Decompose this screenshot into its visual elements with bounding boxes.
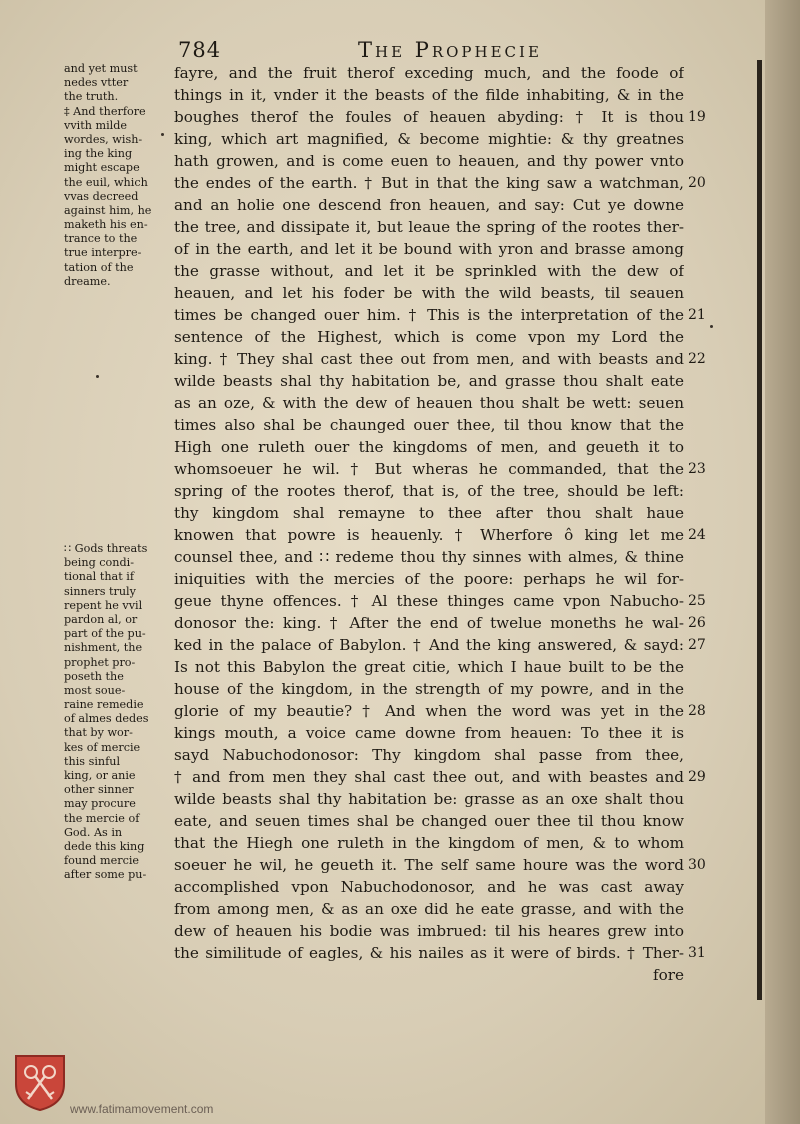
margin-note-line: vvith milde [64,118,128,132]
margin-note-line: sinners truly [64,584,136,598]
margin-note-line: this sinful [64,754,121,768]
verse-number: 29 [688,769,706,785]
text-line: soeuer he wil, he geueth it. The self same houre was the word [174,856,684,874]
margin-note-line: maketh his en- [64,218,148,232]
margin-note-line: pardon al, or [64,612,138,626]
margin-note-line: other sinner [64,783,134,797]
margin-note-line: against him, he [64,203,152,217]
text-line: and an holie one descend fron heauen, and say: Cut ye downe [174,196,684,214]
margin-note-line: of almes dedes [64,712,149,726]
margin-note-line: tional that if [64,570,134,584]
text-line: wilde beasts shal thy habitation be: grasse as an oxe shalt thou [174,790,684,808]
margin-note-1 [64,62,174,289]
text-line: of in the earth, and let it be bound with yron and brasse among [174,240,684,258]
running-title: The Prophecie [358,38,542,62]
text-line: kings mouth, a voice came downe from heauen: To thee it is [174,724,684,742]
verse-number: 28 [688,703,706,719]
ink-speck [96,375,99,378]
verse-number: 25 [688,593,706,609]
margin-note-line: ing the king [64,147,133,161]
margin-note-line: nishment, the [64,641,143,655]
text-line: the endes of the earth. † But in that the king saw a watchman, [174,174,684,192]
verse-number: 20 [688,175,706,191]
margin-note-line: true interpre- [64,246,142,260]
verse-number: 31 [688,945,706,961]
text-line: † and from men they shal cast thee out, and with beastes and [174,768,684,786]
margin-note-line: nedes vtter [64,76,129,90]
text-line: sentence of the Highest, which is come vpon my Lord the [174,328,684,346]
text-line: knowen that powre is heauenly. † Wherfore ô king let me [174,526,684,544]
text-line: ked in the palace of Babylon. † And the king answered, & sayd: [174,636,684,654]
margin-note-line: prophet pro- [64,655,136,669]
margin-note-line: that by wor- [64,726,133,740]
text-line: donosor the: king. † After the end of twelue moneths he wal- [174,614,684,632]
main-text-column [174,62,684,986]
text-line: from among men, & as an oxe did he eate grasse, and with the [174,900,684,918]
margin-note-line: most soue- [64,683,126,697]
margin-note-line: the truth. [64,90,119,104]
verse-number: 19 [688,109,706,125]
text-line: king. † They shal cast thee out from men, and with beasts and [174,350,684,368]
margin-note-line: might escape [64,161,140,175]
margin-note-line: ‡ And therfore [64,104,146,118]
text-line: house of the kingdom, in the strength of my powre, and in the [174,680,684,698]
margin-note-line: and yet must [64,62,138,75]
ink-speck [161,133,164,136]
text-line: thy kingdom shal remayne to thee after thou shalt haue [174,504,684,522]
text-line: hath growen, and is come euen to heauen, and thy power vnto [174,152,684,170]
footer-url[interactable]: www.fatimamovement.com [70,1102,214,1116]
text-line: as an oze, & with the dew of heauen thou shalt be wett: seuen [174,394,684,412]
text-line: counsel thee, and ∷ redeme thou thy sinnes with almes, & thine [174,548,684,566]
papal-keys-logo-icon [14,1054,66,1112]
margin-note-line: found mercie [64,854,140,868]
text-line: that the Hiegh one ruleth in the kingdom of men, & to whom [174,834,684,852]
text-line: iniquities with the mercies of the poore: perhaps he wil for- [174,570,684,588]
text-line: geue thyne offences. † Al these thinges came vpon Nabucho- [174,592,684,610]
text-line: sayd Nabuchodonosor: Thy kingdom shal passe from thee, [174,746,684,764]
verse-number: 30 [688,857,706,873]
margin-note-line: tation of the [64,260,134,274]
margin-note-line: after some pu- [64,868,147,882]
text-line: times be changed ouer him. † This is the interpretation of the [174,306,684,324]
verse-number: 27 [688,637,706,653]
margin-note-line: part of the pu- [64,627,146,641]
margin-note-line: dede this king [64,839,145,853]
text-line: Is not this Babylon the great citie, which I haue built to be the [174,658,684,676]
text-line: the grasse without, and let it be sprinkled with the dew of [174,262,684,280]
margin-note-2 [64,542,174,883]
text-line: whomsoeuer he wil. † But wheras he commanded, that the [174,460,684,478]
margin-note-line: wordes, wish- [64,132,143,146]
text-line: eate, and seuen times shal be changed ouer thee til thou know [174,812,684,830]
verse-number: 26 [688,615,706,631]
margin-note-line: dreame. [64,274,111,288]
text-line: the similitude of eagles, & his nailes as it were of birds. † Ther- [174,944,684,962]
text-line: fayre, and the fruit therof exceding much, and the foode of [174,64,684,82]
text-line: times also shal be chaunged ouer thee, til thou know that the [174,416,684,434]
page-number: 784 [178,38,222,62]
margin-note-line: God. As in [64,825,123,839]
text-line: boughes therof the foules of heauen abyding: † It is thou [174,108,684,126]
margin-note-line: being condi- [64,556,135,570]
margin-note-line: raine remedie [64,698,144,712]
verse-number: 24 [688,527,706,543]
margin-note-line: trance to the [64,232,138,246]
page-gutter-shadow [765,0,800,1124]
margin-note-line: may procure [64,797,136,811]
verse-number: 22 [688,351,706,367]
text-line: accomplished vpon Nabuchodonosor, and he was cast away [174,878,684,896]
margin-note-line: ∷ Gods threats [64,542,148,555]
margin-note-line: the euil, which [64,175,148,189]
text-line: king, which art magnified, & become mightie: & thy greatnes [174,130,684,148]
margin-note-line: the mercie of [64,811,140,825]
verse-number: 21 [688,307,706,323]
margin-note-line: repent he vvil [64,598,143,612]
text-line: the tree, and dissipate it, but leaue the spring of the rootes ther- [174,218,684,236]
text-line: glorie of my beautie? † And when the word was yet in the [174,702,684,720]
margin-note-line: king, or anie [64,769,136,782]
page-edge-rule [757,60,762,1000]
margin-note-line: vvas decreed [64,189,139,203]
text-line: spring of the rootes therof, that is, of the tree, should be left: [174,482,684,500]
text-line: fore [652,966,684,984]
margin-note-line: kes of mercie [64,740,141,754]
text-line: heauen, and let his foder be with the wild beasts, til seauen [174,284,684,302]
text-line: dew of heauen his bodie was imbrued: til his heares grew into [174,922,684,940]
ink-speck [710,325,713,328]
page-header [178,38,578,64]
verse-number: 23 [688,461,706,477]
text-line: High one ruleth ouer the kingdoms of men, and geueth it to [174,438,684,456]
text-line: things in it, vnder it the beasts of the filde inhabiting, & in the [174,86,684,104]
text-line: wilde beasts shal thy habitation be, and grasse thou shalt eate [174,372,684,390]
margin-note-line: poseth the [64,669,124,683]
